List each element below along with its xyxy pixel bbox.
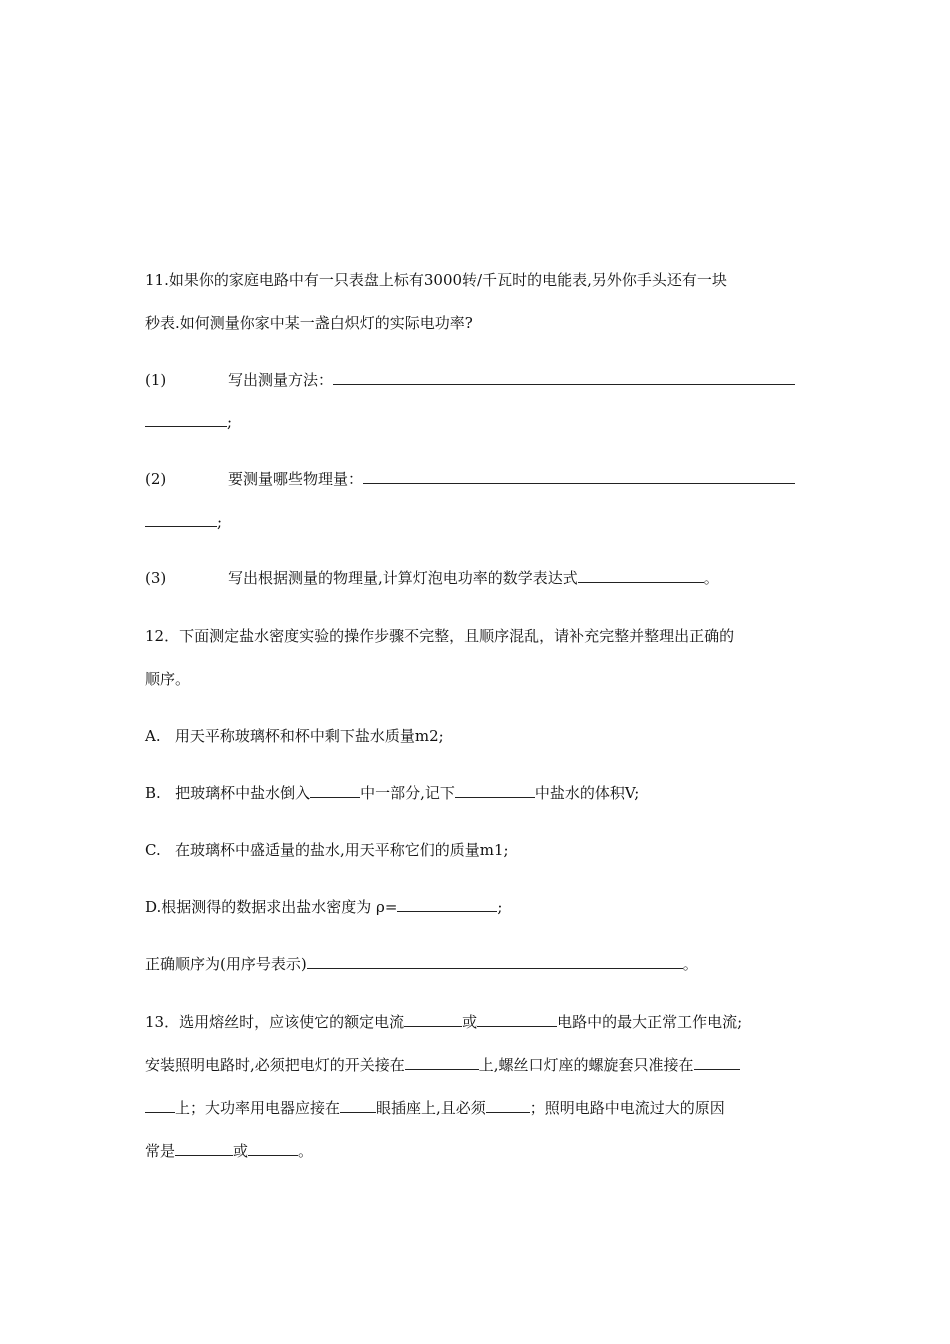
q13-line-2-text-2: 上,螺丝口灯座的螺旋套只准接在 [478,1056,694,1074]
q11-part-2 [145,469,795,489]
q12-step-d [145,897,502,917]
q12-step-b-text-2: 中一部分,记下 [360,784,455,802]
q11-part-1-cont [145,412,232,432]
q12-line-2: 顺序。 [145,670,191,688]
q11-part-3-number: (3) [145,569,167,587]
q13-line-3 [145,1098,725,1118]
q12-order [145,954,698,974]
q13-line-3-text-2: 眼插座上,且必须 [376,1099,486,1117]
q13-line-1 [145,1012,742,1032]
q13-line-4-text-3: 。 [298,1142,314,1160]
q13-line-3-text-1: 上；大功率用电器应接在 [175,1099,341,1117]
q13-line-2 [145,1055,740,1075]
q12-order-text: 正确顺序为(用序号表示) [145,955,307,973]
q11-part-1-number: (1) [145,371,167,389]
q13-line-4-text-2: 或 [233,1142,249,1160]
q12-step-b-blank-2 [455,783,535,798]
q11-part-1-blank-cont [145,412,227,427]
q11-part-1-blank [333,370,795,385]
q11-line-1: 11.如果你的家庭电路中有一只表盘上标有3000转/千瓦时的电能表,另外你手头还有一块 [145,271,727,289]
q11-part-2-text: 要测量哪些物理量： [228,470,364,488]
q12-step-d-blank [397,897,497,912]
q12-step-a: A. 用天平称玻璃杯和杯中剩下盐水质量m2; [145,727,444,745]
q12-order-end: 。 [682,955,698,973]
q12-step-b-text-1: B. 把玻璃杯中盐水倒入 [145,784,311,802]
q13-blank-8 [248,1141,298,1156]
q12-step-b-blank-1 [310,783,360,798]
q11-line-2: 秒表.如何测量你家中某一盏白炽灯的实际电功率? [145,314,473,332]
q11-part-2-number: (2) [145,470,167,488]
q13-line-1-text-1: 13．选用熔丝时，应该使它的额定电流 [145,1013,405,1031]
q13-line-4 [145,1141,313,1161]
q11-part-2-end: ; [217,513,223,531]
q13-line-1-text-3: 电路中的最大正常工作电流; [557,1013,743,1031]
q13-line-4-text-1: 常是 [145,1142,176,1160]
q11-part-1 [145,370,795,390]
q13-blank-4 [694,1055,740,1070]
q12-step-d-end: ; [497,898,503,916]
q13-line-1-text-2: 或 [462,1013,478,1031]
q11-part-2-cont [145,512,222,532]
q11-part-1-text: 写出测量方法： [228,371,334,389]
q11-part-2-blank [363,469,795,484]
q13-blank-5 [340,1098,376,1113]
q12-line-1: 12．下面测定盐水密度实验的操作步骤不完整，且顺序混乱，请补充完整并整理出正确的 [145,627,735,645]
q13-line-2-text-1: 安装照明电路时,必须把电灯的开关接在 [145,1056,405,1074]
q11-part-1-end: ; [227,413,233,431]
q13-blank-3 [405,1055,479,1070]
q13-blank-1 [404,1012,462,1027]
q11-part-2-blank-cont [145,512,217,527]
q12-step-d-text: D.根据测得的数据求出盐水密度为 ρ= [145,898,398,916]
q13-blank-6 [486,1098,530,1113]
q13-blank-4-cont [145,1098,175,1113]
q13-blank-2 [477,1012,557,1027]
q11-part-3-end: 。 [703,569,719,587]
q11-part-3-text: 写出根据测量的物理量,计算灯泡电功率的数学表达式 [228,569,578,587]
q13-blank-7 [175,1141,233,1156]
q11-part-3 [145,568,719,588]
q12-step-b [145,783,639,803]
q13-line-3-text-3: ；照明电路中电流过大的原因 [529,1099,725,1117]
q11-part-3-blank [578,568,704,583]
q12-step-b-text-3: 中盐水的体积V; [534,784,640,802]
q12-order-blank [307,954,683,969]
q12-step-c: C. 在玻璃杯中盛适量的盐水,用天平称它们的质量m1; [145,841,509,859]
